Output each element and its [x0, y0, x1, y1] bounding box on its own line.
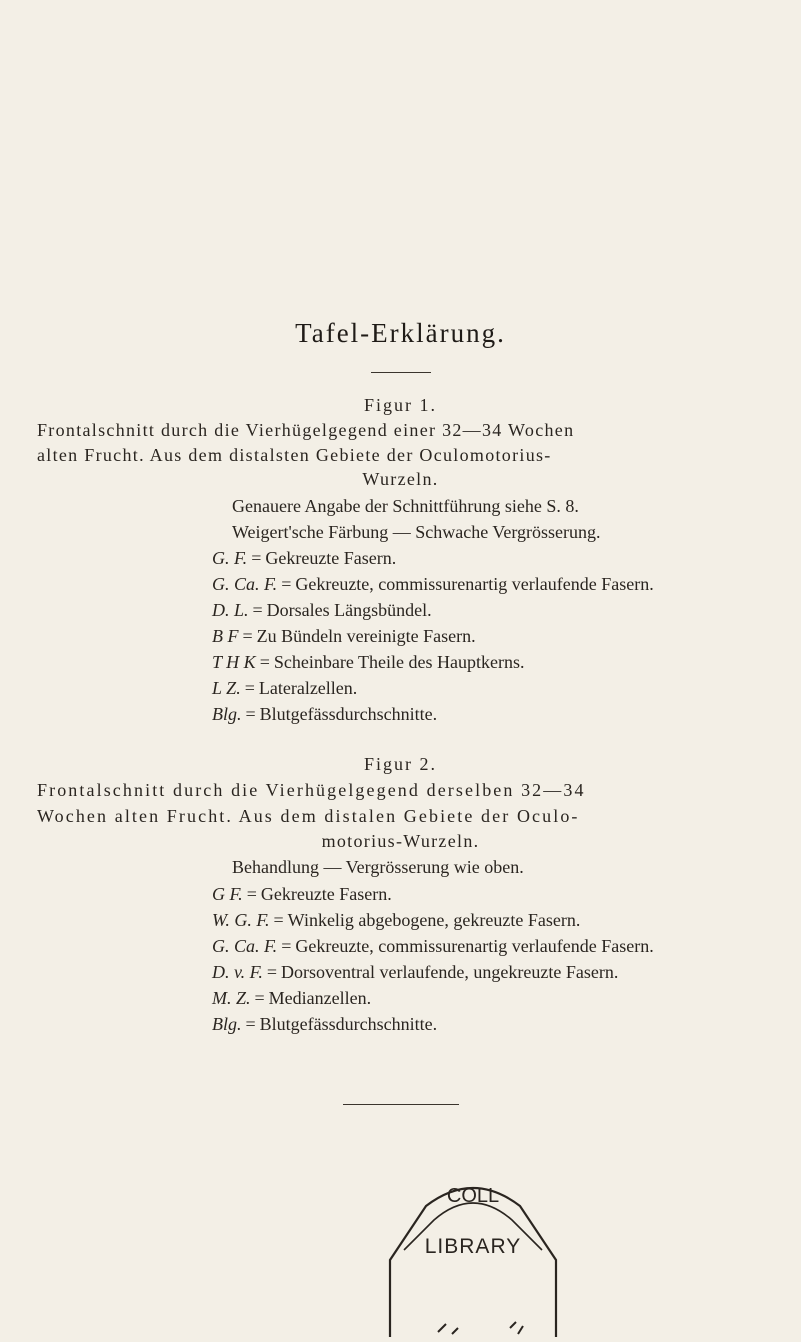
figure-1-caption-line-3: Wurzeln. [362, 469, 439, 489]
figure-2-legend-row [212, 910, 580, 931]
equals-sign: = [245, 1014, 256, 1034]
legend-description: Blutgefässdurchschnitte. [259, 704, 438, 724]
figure-1-note-2: Weigert'sche Färbung — Schwache Vergrösserung. [232, 522, 601, 542]
equals-sign: = [273, 910, 284, 930]
figure-1-heading: Figur 1. [363, 395, 437, 415]
figure-2-note-1: Behandlung — Vergrösserung wie oben. [232, 857, 524, 877]
figure-1-legend-row [212, 678, 357, 699]
legend-abbreviation: T H K [212, 652, 256, 672]
equals-sign: = [259, 652, 270, 672]
legend-abbreviation: D. v. F. [212, 962, 263, 982]
legend-abbreviation: L Z. [212, 678, 241, 698]
legend-description: Gekreuzte Fasern. [260, 884, 392, 904]
equals-sign: = [281, 574, 292, 594]
legend-description: Gekreuzte, commissurenartig verlaufende Fasern. [295, 574, 654, 594]
figure-2-legend-row [212, 884, 392, 905]
legend-description: Zu Bündeln vereinigte Fasern. [256, 626, 476, 646]
equals-sign: = [245, 704, 256, 724]
legend-description: Winkelig abgebogene, gekreuzte Fasern. [287, 910, 581, 930]
stamp-top-text: COLL [446, 1185, 500, 1207]
equals-sign: = [266, 962, 277, 982]
legend-abbreviation: G. Ca. F. [212, 574, 278, 594]
figure-1-caption-line-1: Frontalschnitt durch die Vierhügelgegend einer 32—34 Wochen [37, 420, 575, 440]
equals-sign: = [252, 600, 263, 620]
legend-description: Dorsoventral verlaufende, ungekreuzte Fasern. [280, 962, 619, 982]
legend-description: Blutgefässdurchschnitte. [259, 1014, 438, 1034]
legend-abbreviation: G. Ca. F. [212, 936, 278, 956]
legend-abbreviation: G. F. [212, 548, 248, 568]
library-stamp [368, 1168, 578, 1337]
title-divider [371, 372, 431, 373]
figure-1-legend-row [212, 574, 654, 595]
stamp-library-label: LIBRARY [424, 1235, 522, 1258]
figure-2-heading: Figur 2. [363, 754, 437, 774]
figure-2-caption-line-2: Wochen alten Frucht. Aus dem distalen Gebiete der Oculo- [37, 806, 580, 826]
page-title: Tafel-Erklärung. [295, 318, 506, 348]
legend-abbreviation: Blg. [212, 1014, 242, 1034]
legend-abbreviation: Blg. [212, 704, 242, 724]
legend-abbreviation: B F [212, 626, 239, 646]
legend-description: Gekreuzte Fasern. [265, 548, 397, 568]
figure-1-legend-row [212, 704, 437, 725]
figure-2-caption-line-3: motorius-Wurzeln. [321, 831, 480, 851]
figure-1-caption-line-2: alten Frucht. Aus dem distalsten Gebiete der Oculomotorius- [37, 445, 552, 465]
figure-2-caption-line-1: Frontalschnitt durch die Vierhügelgegend derselben 32—34 [37, 780, 586, 800]
legend-abbreviation: D. L. [212, 600, 249, 620]
figure-2-legend-row [212, 962, 618, 983]
legend-description: Gekreuzte, commissurenartig verlaufende Fasern. [295, 936, 654, 956]
equals-sign: = [246, 884, 257, 904]
equals-sign: = [242, 626, 253, 646]
legend-description: Dorsales Längsbündel. [266, 600, 432, 620]
figure-1-legend-row [212, 626, 476, 647]
figure-1-legend-row [212, 600, 432, 621]
figure-1-legend-row [212, 548, 396, 569]
equals-sign: = [244, 678, 255, 698]
legend-description: Lateralzellen. [258, 678, 358, 698]
figure-2-legend-row [212, 988, 371, 1009]
figure-2-legend-row [212, 1014, 437, 1035]
equals-sign: = [251, 548, 262, 568]
equals-sign: = [254, 988, 265, 1008]
equals-sign: = [281, 936, 292, 956]
legend-description: Medianzellen. [268, 988, 372, 1008]
legend-abbreviation: G F. [212, 884, 243, 904]
legend-description: Scheinbare Theile des Hauptkerns. [273, 652, 525, 672]
figure-1-note-1: Genauere Angabe der Schnittführung siehe S. 8. [232, 496, 579, 516]
closing-divider [343, 1104, 459, 1105]
figure-1-legend-row [212, 652, 524, 673]
legend-abbreviation: W. G. F. [212, 910, 270, 930]
figure-2-legend-row [212, 936, 654, 957]
legend-abbreviation: M. Z. [212, 988, 251, 1008]
